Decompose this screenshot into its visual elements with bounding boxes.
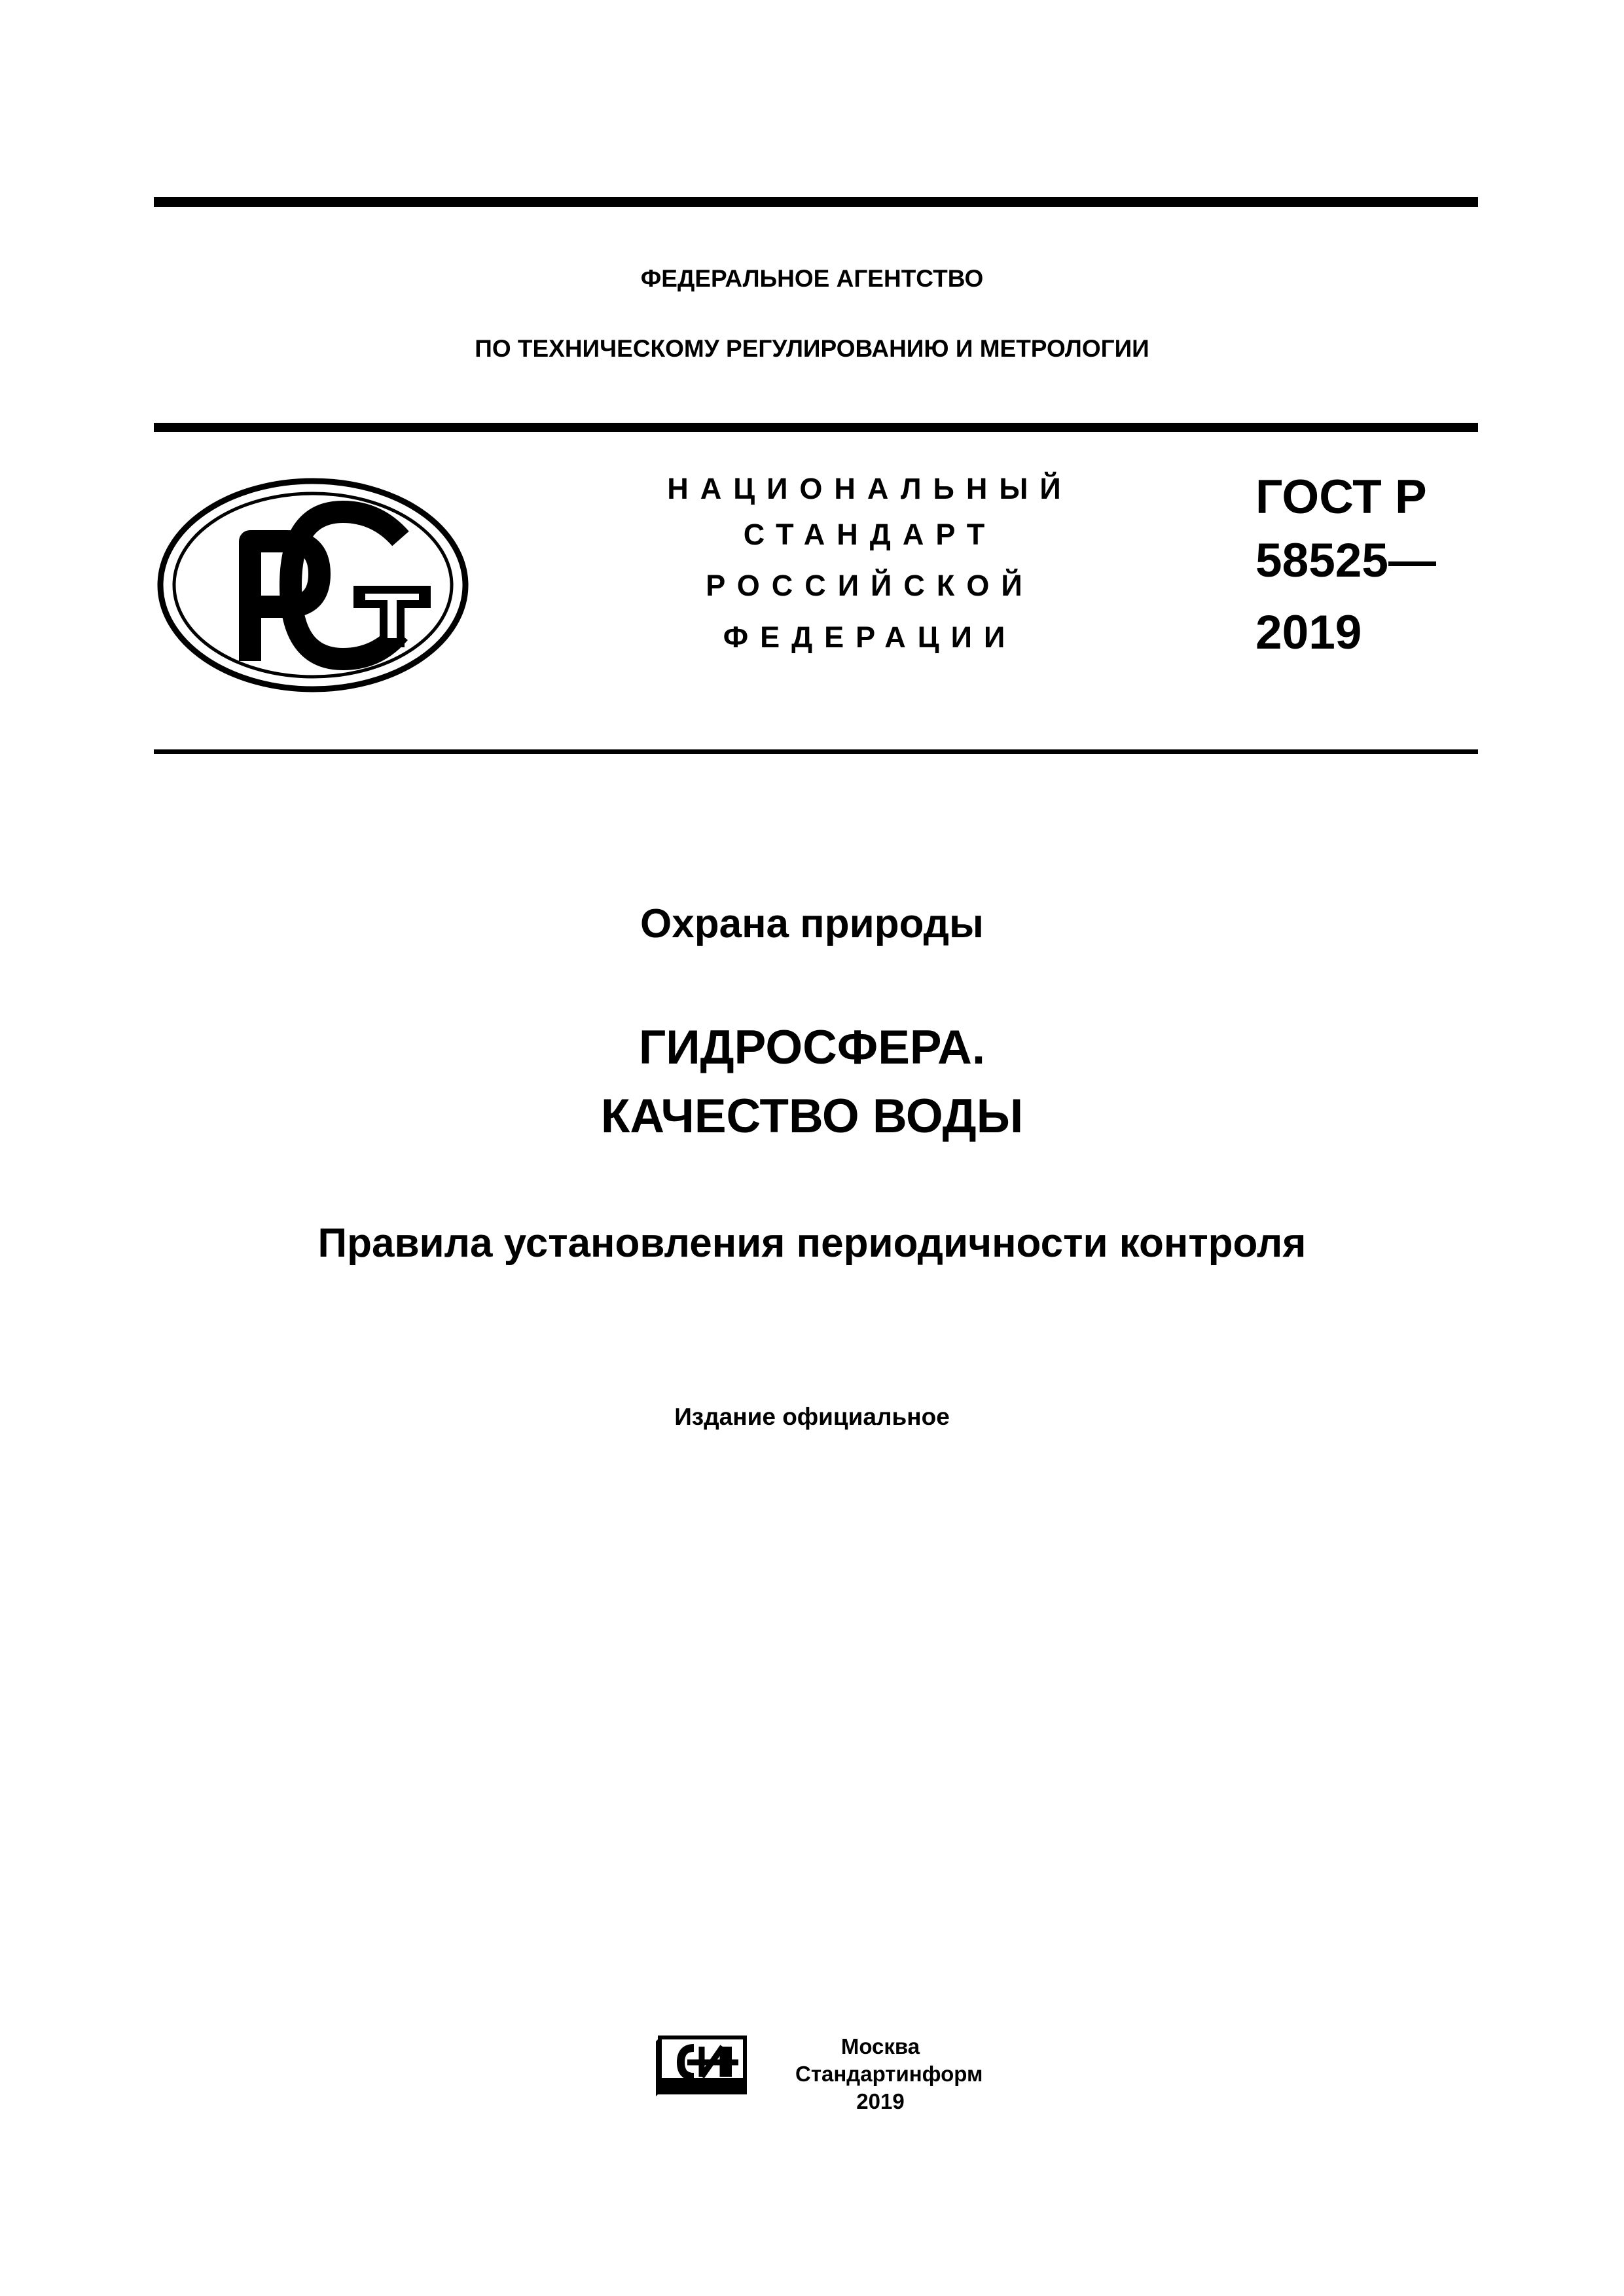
- document-rules-title: Правила установления периодичности контроля: [317, 1221, 1307, 1266]
- bottom-divider: [154, 749, 1478, 754]
- document-title-line-1: ГИДРОСФЕРА.: [638, 1021, 986, 1074]
- standard-designation-line-3: 2019: [1255, 606, 1362, 659]
- rst-certification-mark-icon: [157, 476, 471, 695]
- standartinform-logo-icon: [653, 2032, 751, 2098]
- edition-note: Издание официальное: [674, 1403, 950, 1430]
- national-standard-line-2: СТАНДАРТ: [743, 518, 997, 551]
- national-standard-line-3: РОССИЙСКОЙ: [706, 569, 1034, 602]
- document-subtitle: Охрана природы: [640, 901, 984, 946]
- publication-year: 2019: [856, 2089, 905, 2113]
- middle-divider: [154, 423, 1478, 432]
- standard-designation-line-1: ГОСТ Р: [1255, 471, 1427, 524]
- standard-designation-line-2: 58525—: [1255, 534, 1436, 587]
- national-standard-line-4: ФЕДЕРАЦИИ: [723, 620, 1017, 654]
- national-standard-line-1: НАЦИОНАЛЬНЫЙ: [667, 472, 1073, 505]
- agency-name-line-2: ПО ТЕХНИЧЕСКОМУ РЕГУЛИРОВАНИЮ И МЕТРОЛОГИИ: [475, 335, 1149, 362]
- publisher-name: Стандартинформ: [795, 2062, 983, 2086]
- agency-name-line-1: ФЕДЕРАЛЬНОЕ АГЕНТСТВО: [640, 265, 984, 292]
- top-divider: [154, 197, 1478, 207]
- document-title-line-2: КАЧЕСТВО ВОДЫ: [600, 1090, 1024, 1143]
- publisher-city: Москва: [840, 2034, 920, 2058]
